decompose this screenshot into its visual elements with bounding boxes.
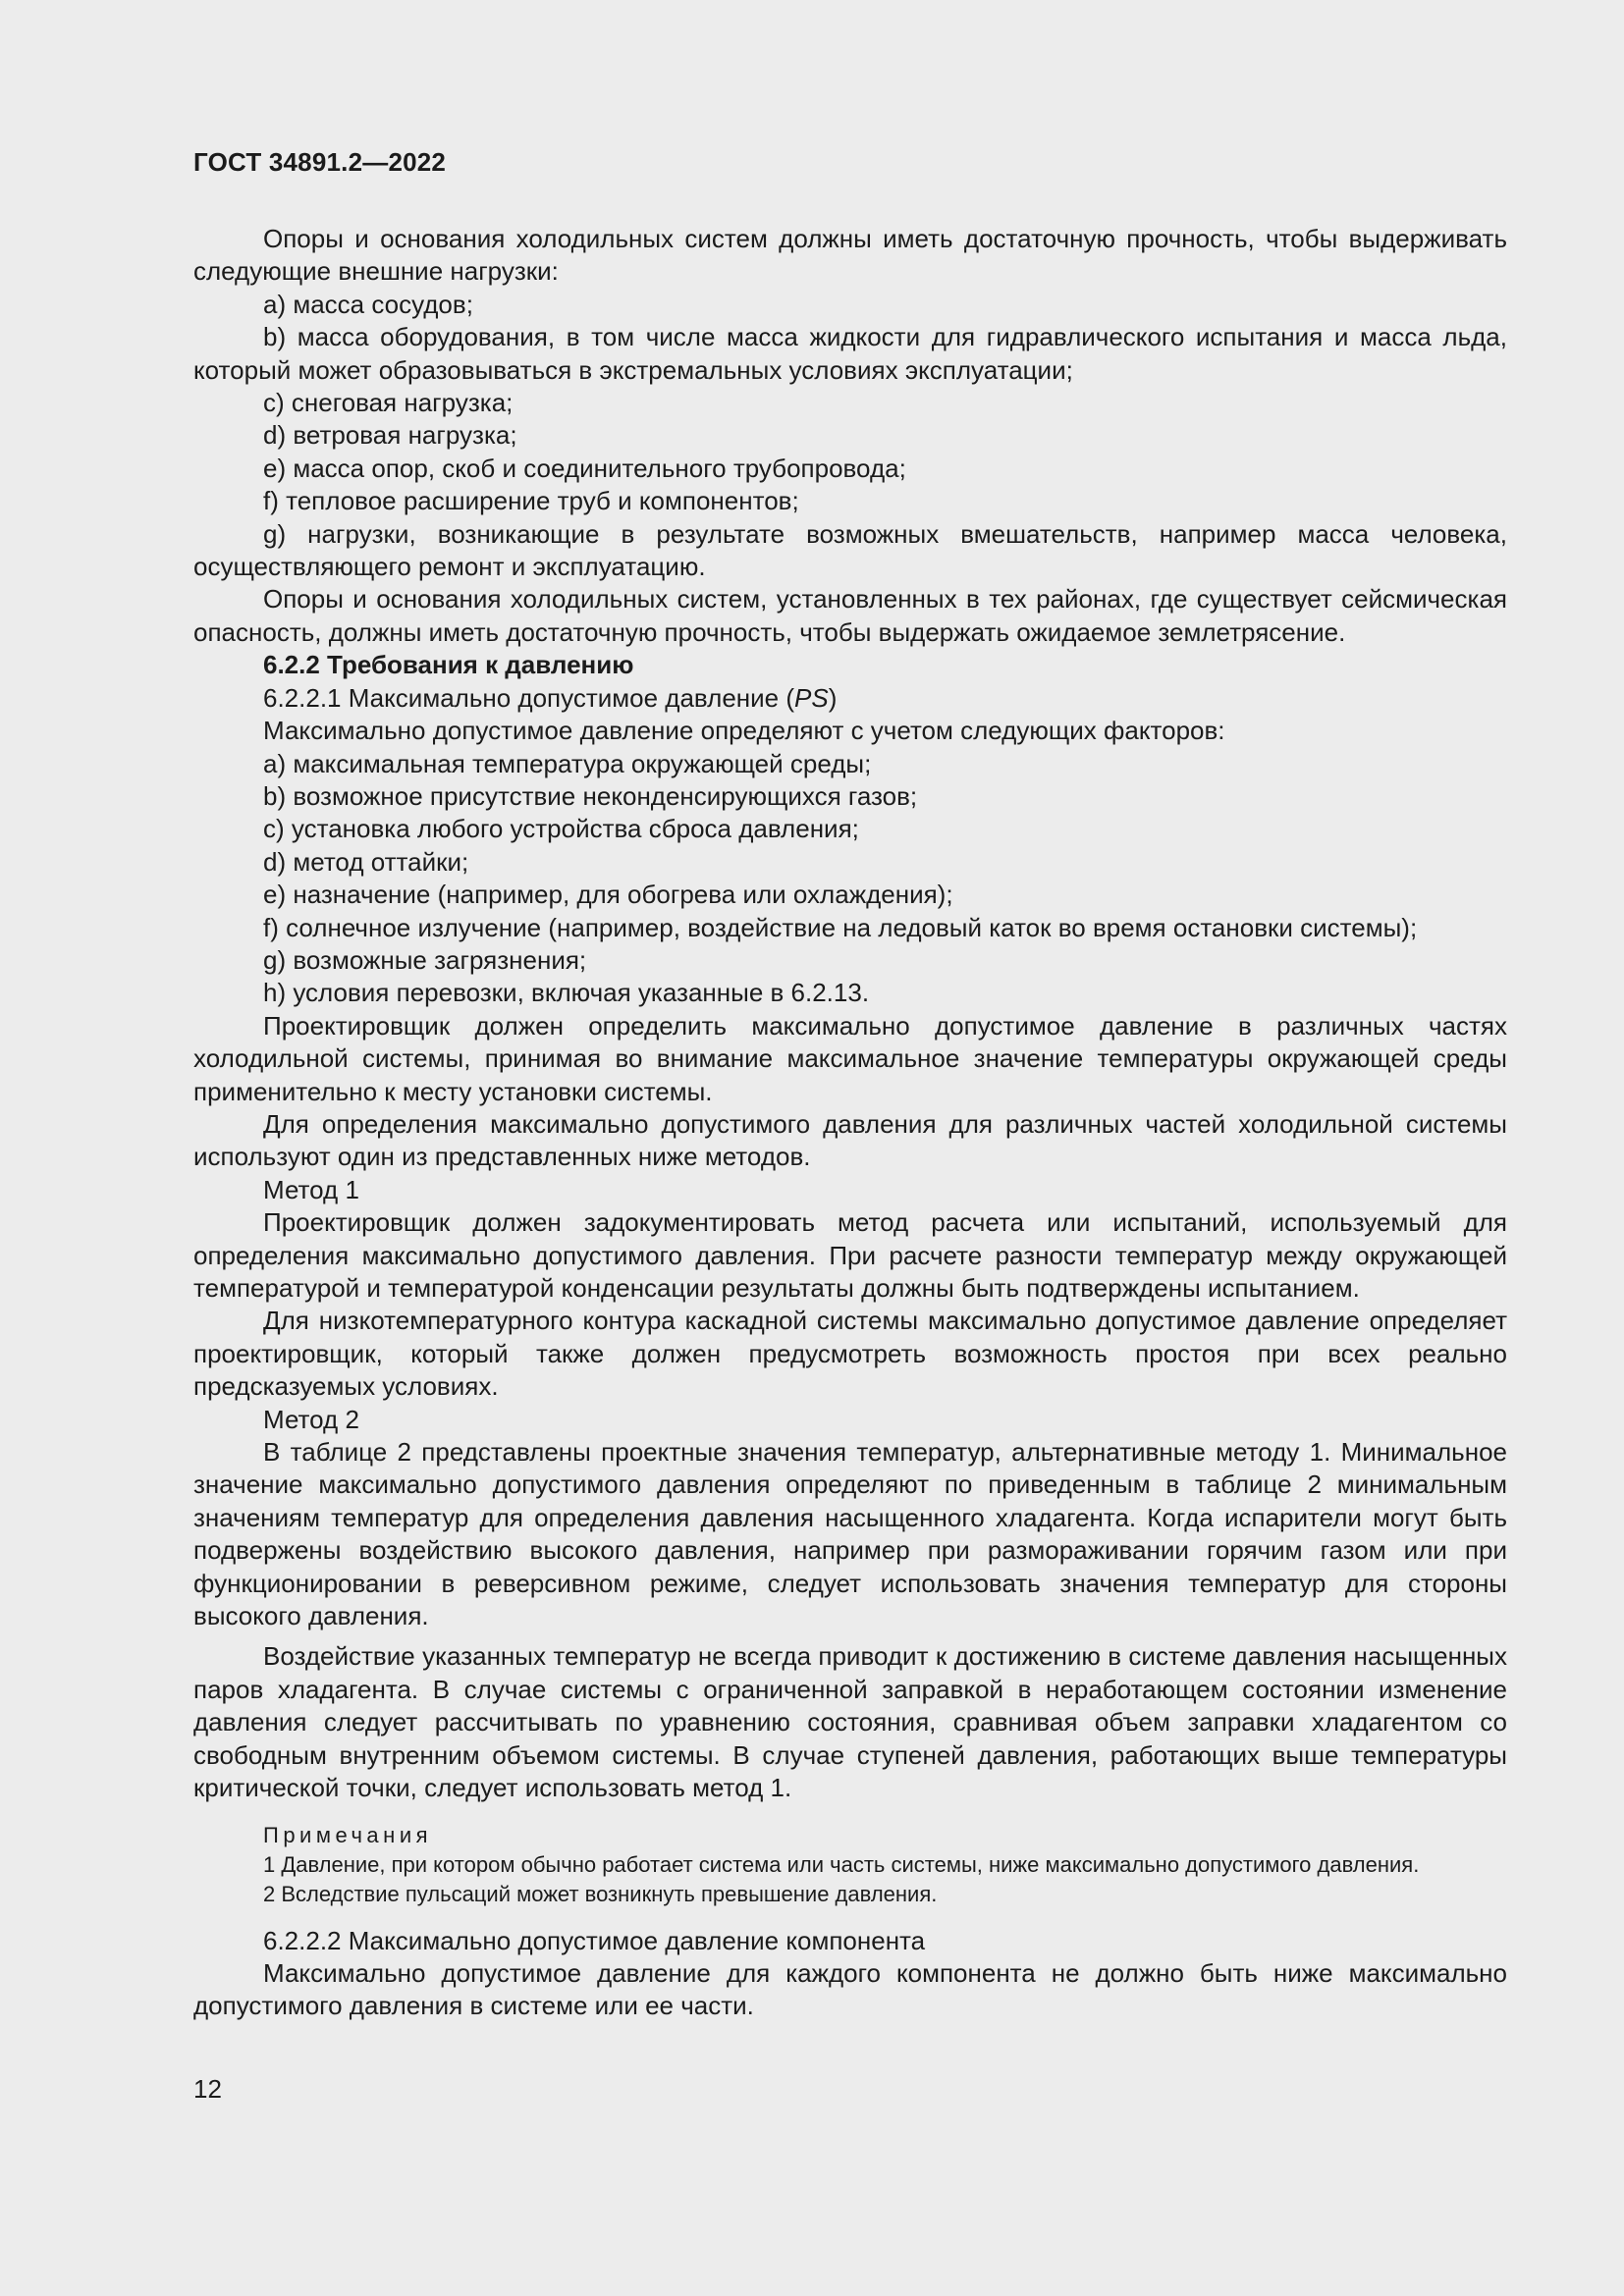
list-item: e) масса опор, скоб и соединительного трубопровода; — [263, 453, 906, 483]
paragraph-cascade: Для низкотемпературного контура каскадной системы максимально допустимое давление определяет проектировщик, который также должен предусмотреть возможность простоя при всех реально предсказуемых условиях. — [193, 1306, 1507, 1402]
paragraph-methods: Для определения максимально допустимого давления для различных частей холодильной системы используют один из представленных ниже методов. — [193, 1108, 1507, 1172]
subsection-heading-6-2-2-2: 6.2.2.2 Максимально допустимое давление компонента — [263, 1925, 926, 1955]
list-item: c) установка любого устройства сброса давления; — [263, 814, 859, 844]
paragraph-supports-loads: Опоры и основания холодильных систем должны иметь достаточную прочность, чтобы выдерживать следующие внешние нагрузки: — [193, 224, 1507, 287]
list-item: b) масса оборудования, в том числе масса жидкости для гидравлического испытания и масса льда, который может образовываться в экстремальных условиях эксплуатации; — [193, 322, 1507, 385]
page-number: 12 — [193, 2074, 222, 2104]
method-1-heading: Метод 1 — [263, 1174, 359, 1204]
list-item: h) условия перевозки, включая указанные в 6.2.13. — [263, 978, 870, 1008]
notes-title: Примечания — [263, 1822, 433, 1847]
list-item: b) возможное присутствие неконденсирующихся газов; — [263, 780, 918, 811]
paragraph-factors: Максимально допустимое давление определяют с учетом следующих факторов: — [263, 716, 1225, 746]
note-1: 1 Давление, при котором обычно работает система или часть системы, ниже максимально допустимого давления. — [263, 1851, 1420, 1877]
paragraph-method-2: В таблице 2 представлены проектные значения температур, альтернативные методу 1. Минимальное значение максимально допустимого давления определяют по приведенным в таблице 2 минимальным значениям температур для определения давления насыщенного хладагента. Когда испарители могут быть подвержены воздействию высокого давления, например при размораживании горячим газом или при функционировании в реверсивном режиме, следует использовать значения температур для стороны высокого давления. — [193, 1437, 1507, 1631]
subsection-title-close: ) — [828, 682, 838, 713]
paragraph-seismic: Опоры и основания холодильных систем, установленных в тех районах, где существует сейсмическая опасность, должны иметь достаточную прочность, чтобы выдержать ожидаемое землетрясение. — [193, 584, 1507, 647]
paragraph-designer: Проектировщик должен определить максимально допустимое давление в различных частях холодильной системы, принимая во внимание максимальное значение температуры окружающей среды применительно к месту установки системы. — [193, 1010, 1507, 1106]
note-2: 2 Вследствие пульсаций может возникнуть превышение давления. — [263, 1881, 938, 1906]
subsection-heading-6-2-2-1 — [193, 682, 1507, 715]
list-item: a) масса сосудов; — [263, 289, 473, 319]
paragraph-method-1: Проектировщик должен задокументировать метод расчета или испытаний, используемый для определения максимально допустимого давления. При расчете разности температур между окружающей температурой и температурой конденсации результаты должны быть подтверждены испытанием. — [193, 1207, 1507, 1303]
paragraph-component: Максимально допустимое давление для каждого компонента не должно быть ниже максимально допустимого давления в системе или ее части. — [193, 1957, 1507, 2021]
list-item: d) метод оттайки; — [263, 846, 469, 877]
list-item: f) тепловое расширение труб и компонентов; — [263, 486, 799, 516]
list-item: e) назначение (например, для обогрева или охлаждения); — [263, 880, 953, 910]
ps-symbol: PS — [794, 682, 829, 713]
document-header: ГОСТ 34891.2—2022 — [193, 147, 447, 177]
list-item: c) снеговая нагрузка; — [263, 388, 514, 418]
list-item: g) нагрузки, возникающие в результате возможных вмешательств, например масса человека, осуществляющего ремонт и эксплуатацию. — [193, 518, 1507, 582]
list-item: g) возможные загрязнения; — [263, 944, 587, 975]
subsection-title-text: 6.2.2.1 Максимально допустимое давление ( — [263, 682, 794, 713]
list-item: f) солнечное излучение (например, воздействие на ледовый каток во время остановки системы); — [263, 912, 1418, 942]
section-heading-6-2-2: 6.2.2 Требования к давлению — [263, 650, 634, 680]
list-item: d) ветровая нагрузка; — [263, 420, 517, 451]
method-2-heading: Метод 2 — [263, 1404, 359, 1434]
list-item: a) максимальная температура окружающей среды; — [263, 748, 872, 778]
document-body — [193, 223, 1507, 2023]
paragraph-saturation: Воздействие указанных температур не всегда приводит к достижению в системе давления насыщенных паров хладагента. В случае системы с ограниченной заправкой в неработающем состоянии изменение давления следует рассчитывать по уравнению состояния, сравнивая объем заправки хладагентом со свободным внутренним объемом системы. В случае ступеней давления, работающих выше температуры критической точки, следует использовать метод 1. — [193, 1641, 1507, 1803]
